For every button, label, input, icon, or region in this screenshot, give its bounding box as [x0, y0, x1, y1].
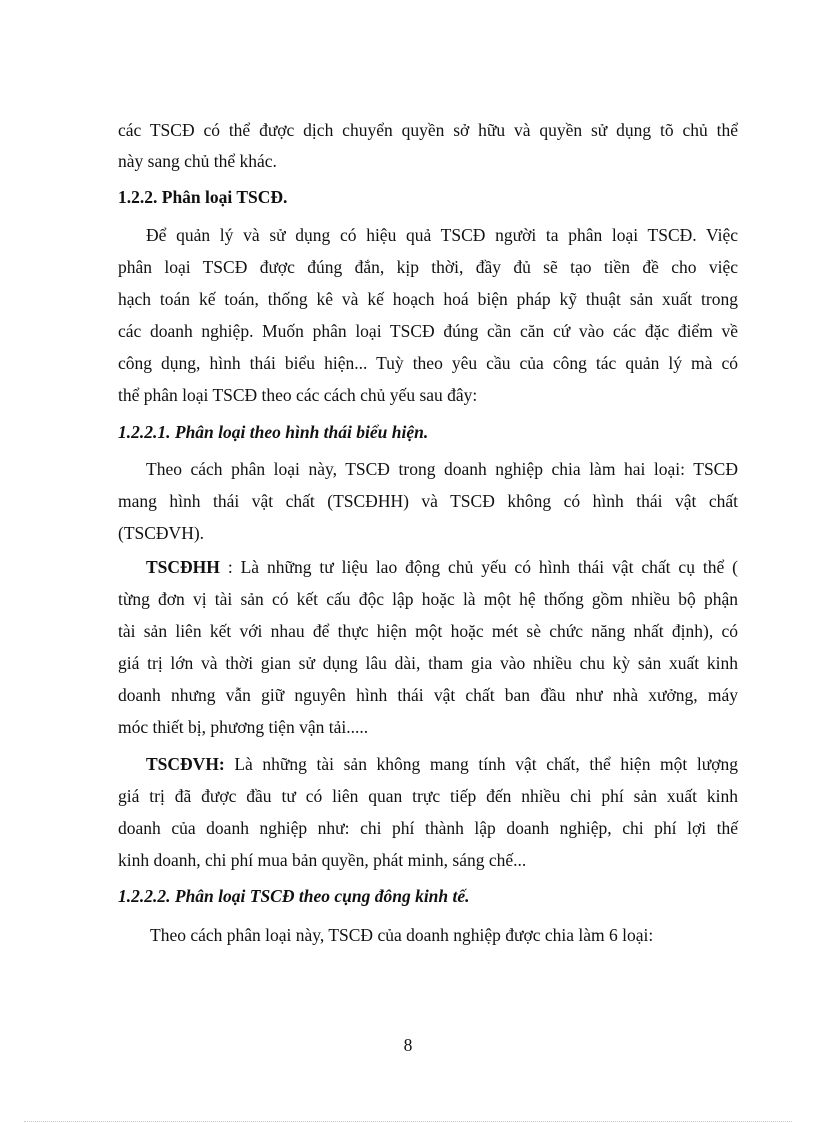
text-line: thể phân loại TSCĐ theo các cách chủ yếu sau đây:	[118, 385, 478, 405]
term-tscdvh: TSCĐVH:	[146, 754, 225, 774]
text-line: doanh của doanh nghiệp như: chi phí thành lập doanh nghiệp, chi phí lợi thế	[118, 818, 738, 838]
text-line: hạch toán kế toán, thống kê và kế hoạch hoá biện pháp kỹ thuật sản xuất trong	[118, 289, 738, 309]
text-span: Là những tài sản không mang tính vật chất, thể hiện một lượng	[224, 754, 738, 774]
text-line: (TSCĐVH).	[118, 523, 205, 543]
text-line: móc thiết bị, phương tiện vận tải.....	[118, 717, 369, 737]
text-line: Theo cách phân loại này, TSCĐ trong doanh nghiệp chia làm hai loại: TSCĐ	[146, 459, 738, 479]
text-line: các TSCĐ có thể được dịch chuyển quyền sở hữu và quyền sử dụng tõ chủ thể	[118, 120, 738, 140]
page-divider	[24, 1121, 792, 1122]
section-heading-1-2-2-1: 1.2.2.1. Phân loại theo hình thái biểu hiện.	[118, 422, 429, 442]
text-line: mang hình thái vật chất (TSCĐHH) và TSCĐ không có hình thái vật chất	[118, 491, 738, 511]
section-heading-1-2-2-2: 1.2.2.2. Phân loại TSCĐ theo cụng đông kinh tế.	[118, 886, 470, 906]
text-line: này sang chủ thể khác.	[118, 151, 277, 171]
paragraph-tscdhh-first-line	[146, 557, 738, 577]
section-heading-1-2-2: 1.2.2. Phân loại TSCĐ.	[118, 187, 288, 207]
paragraph-tscdvh-first-line	[146, 754, 738, 774]
text-line: Để quản lý và sử dụng có hiệu quả TSCĐ người ta phân loại TSCĐ. Việc	[146, 225, 738, 245]
text-line: giá trị lớn và thời gian sử dụng lâu dài, tham gia vào nhiều chu kỳ sản xuất kinh	[118, 653, 738, 673]
text-line: phân loại TSCĐ được đúng đắn, kịp thời, đầy đủ sẽ tạo tiền đề cho việc	[118, 257, 738, 277]
text-line: từng đơn vị tài sản có kết cấu độc lập hoặc là một hệ thống gồm nhiều bộ phận	[118, 589, 738, 609]
text-line: tài sản liên kết với nhau để thực hiện một hoặc mét sè chức năng nhất định), có	[118, 621, 738, 641]
text-line: các doanh nghiệp. Muốn phân loại TSCĐ đúng cần căn cứ vào các đặc điểm về	[118, 321, 738, 341]
text-line: giá trị đã được đầu tư có liên quan trực tiếp đến nhiều chi phí sản xuất kinh	[118, 786, 738, 806]
text-line: doanh nhưng vẫn giữ nguyên hình thái vật chất ban đầu như nhà xưởng, máy	[118, 685, 738, 705]
text-span: : Là những tư liệu lao động chủ yếu có hình thái vật chất cụ thể (	[227, 557, 738, 577]
text-line: công dụng, hình thái biểu hiện... Tuỳ theo yêu cầu của công tác quản lý mà có	[118, 353, 738, 373]
term-tscdhh: TSCĐHH	[146, 557, 220, 577]
text-line: kinh doanh, chi phí mua bản quyền, phát minh, sáng chế...	[118, 850, 527, 870]
page-number: 8	[403, 1035, 413, 1055]
text-line: Theo cách phân loại này, TSCĐ của doanh nghiệp được chia làm 6 loại:	[150, 925, 654, 945]
